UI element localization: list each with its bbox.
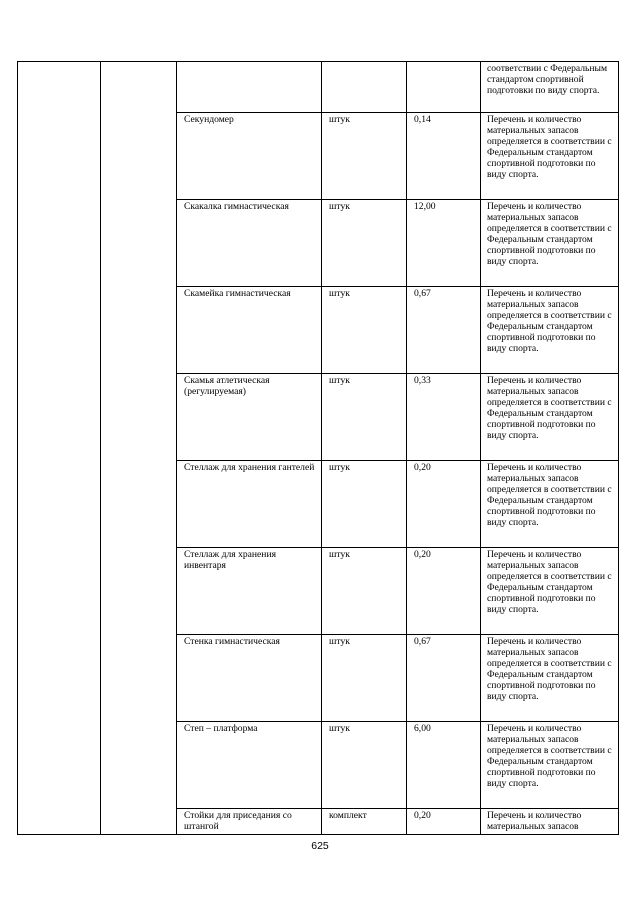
unit-cell: штук	[322, 548, 407, 635]
unit-cell: штук	[322, 461, 407, 548]
note-cell: соответствии с Федеральным стандартом спортивной подготовки по виду спорта.	[481, 62, 619, 113]
unit-cell: штук	[322, 287, 407, 374]
unit-cell: комплект	[322, 809, 407, 835]
merged-cell-col2	[101, 62, 177, 835]
item-name-cell: Стенка гимнастическая	[177, 635, 322, 722]
table-row	[18, 62, 619, 113]
note-cell: Перечень и количество материальных запасов определяется в соответствии с Федеральным стандартом спортивной подготовки по виду спорта.	[481, 548, 619, 635]
quantity-cell	[407, 62, 481, 113]
note-cell: Перечень и количество материальных запасов	[481, 809, 619, 835]
note-cell: Перечень и количество материальных запасов определяется в соответствии с Федеральным стандартом спортивной подготовки по виду спорта.	[481, 287, 619, 374]
note-cell: Перечень и количество материальных запасов определяется в соответствии с Федеральным стандартом спортивной подготовки по виду спорта.	[481, 722, 619, 809]
unit-cell	[322, 62, 407, 113]
quantity-cell: 0,67	[407, 635, 481, 722]
note-cell: Перечень и количество материальных запасов определяется в соответствии с Федеральным стандартом спортивной подготовки по виду спорта.	[481, 200, 619, 287]
note-cell: Перечень и количество материальных запасов определяется в соответствии с Федеральным стандартом спортивной подготовки по виду спорта.	[481, 461, 619, 548]
note-cell: Перечень и количество материальных запасов определяется в соответствии с Федеральным стандартом спортивной подготовки по виду спорта.	[481, 113, 619, 200]
quantity-cell: 0,20	[407, 461, 481, 548]
item-name-cell: Скамья атлетическая (регулируемая)	[177, 374, 322, 461]
quantity-cell: 6,00	[407, 722, 481, 809]
quantity-cell: 0,67	[407, 287, 481, 374]
quantity-cell: 12,00	[407, 200, 481, 287]
item-name-cell: Скамейка гимнастическая	[177, 287, 322, 374]
quantity-cell: 0,20	[407, 809, 481, 835]
note-cell: Перечень и количество материальных запасов определяется в соответствии с Федеральным стандартом спортивной подготовки по виду спорта.	[481, 635, 619, 722]
unit-cell: штук	[322, 374, 407, 461]
quantity-cell: 0,20	[407, 548, 481, 635]
item-name-cell: Стеллаж для хранения гантелей	[177, 461, 322, 548]
item-name-cell: Стойки для приседания со штангой	[177, 809, 322, 835]
inventory-table	[17, 61, 619, 835]
quantity-cell: 0,33	[407, 374, 481, 461]
unit-cell: штук	[322, 635, 407, 722]
item-name-cell: Степ – платформа	[177, 722, 322, 809]
quantity-cell: 0,14	[407, 113, 481, 200]
unit-cell: штук	[322, 113, 407, 200]
item-name-cell: Стеллаж для хранения инвентаря	[177, 548, 322, 635]
item-name-cell	[177, 62, 322, 113]
unit-cell: штук	[322, 200, 407, 287]
page-number: 625	[311, 840, 329, 852]
item-name-cell: Секундомер	[177, 113, 322, 200]
note-cell: Перечень и количество материальных запасов определяется в соответствии с Федеральным стандартом спортивной подготовки по виду спорта.	[481, 374, 619, 461]
unit-cell: штук	[322, 722, 407, 809]
merged-cell-col1	[18, 62, 101, 835]
item-name-cell: Скакалка гимнастическая	[177, 200, 322, 287]
